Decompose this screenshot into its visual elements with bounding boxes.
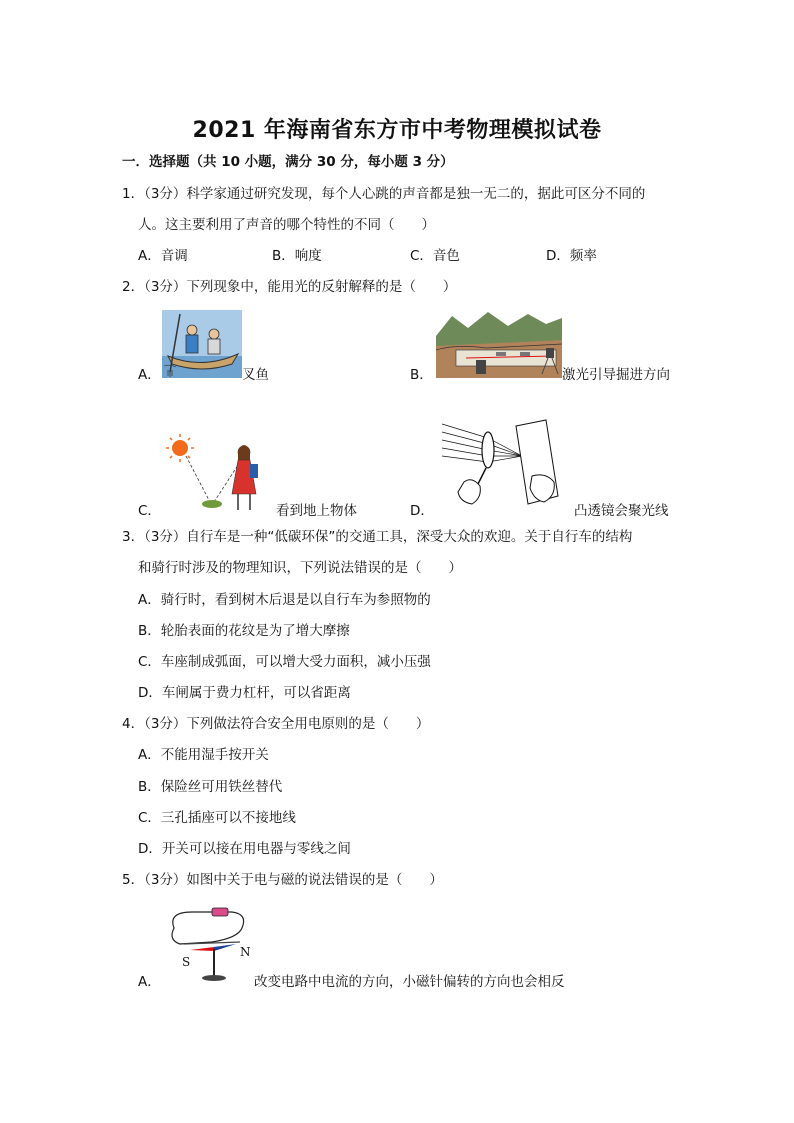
q1-stem-line1: 1．（3分）科学家通过研究发现，每个人心跳的声音都是独一无二的，据此可区分不同的 [122, 186, 646, 202]
q3-option-c: C．车座制成弧面，可以增大受力面积，减小压强 [138, 654, 431, 670]
q2-option-d-letter: D． [410, 503, 434, 519]
q3-stem-line2: 和骑行时涉及的物理知识，下列说法错误的是（ ） [138, 560, 462, 576]
q2-option-c-caption: 看到地上物体 [276, 503, 357, 519]
q1-stem-line2: 人。这主要利用了声音的哪个特性的不同（ ） [138, 217, 435, 233]
q2-option-b-caption: 激光引导掘进方向 [562, 367, 670, 383]
page-title: 2021 年海南省东方市中考物理模拟试卷 [192, 118, 602, 143]
fishing-image [162, 310, 242, 378]
q3-option-a: A．骑行时，看到树木后退是以自行车为参照物的 [138, 592, 431, 608]
girl-sees-object-image [162, 430, 274, 514]
south-pole-label: S [182, 955, 191, 969]
q4-option-a: A．不能用湿手按开关 [138, 747, 269, 763]
convex-lens-image [436, 416, 570, 516]
q2-option-a-letter: A． [138, 367, 161, 383]
q4-option-c: C．三孔插座可以不接地线 [138, 810, 296, 826]
q5-option-a-caption: 改变电路中电流的方向，小磁针偏转的方向也会相反 [254, 974, 565, 990]
q2-stem: 2．（3分）下列现象中，能用光的反射解释的是（ ） [122, 279, 457, 295]
q4-option-d: D．开关可以接在用电器与零线之间 [138, 841, 351, 857]
q1-option-a: A．音调 [138, 248, 188, 264]
q4-option-b: B．保险丝可用铁丝替代 [138, 779, 283, 795]
q5-option-a-letter: A． [138, 974, 161, 990]
q3-option-b: B．轮胎表面的花纹是为了增大摩擦 [138, 623, 350, 639]
q2-option-c-letter: C． [138, 503, 161, 519]
tunnel-laser-image [436, 306, 562, 378]
q2-option-a-caption: 叉鱼 [242, 367, 269, 383]
q2-option-b-letter: B． [410, 367, 433, 383]
section-heading: 一．选择题（共 10 小题，满分 30 分，每小题 3 分） [122, 154, 454, 170]
oersted-experiment-image [162, 904, 258, 992]
q1-option-d: D．频率 [546, 248, 597, 264]
q1-option-b: B．响度 [272, 248, 322, 264]
q2-option-d-caption: 凸透镜会聚光线 [574, 503, 669, 519]
q1-option-c: C．音色 [410, 248, 460, 264]
q5-stem: 5．（3分）如图中关于电与磁的说法错误的是（ ） [122, 872, 443, 888]
q3-stem-line1: 3．（3分）自行车是一种“低碳环保”的交通工具，深受大众的欢迎。关于自行车的结构 [122, 529, 633, 545]
q4-stem: 4．（3分）下列做法符合安全用电原则的是（ ） [122, 716, 430, 732]
q3-option-d: D．车闸属于费力杠杆，可以省距离 [138, 685, 351, 701]
north-pole-label: N [240, 945, 251, 959]
